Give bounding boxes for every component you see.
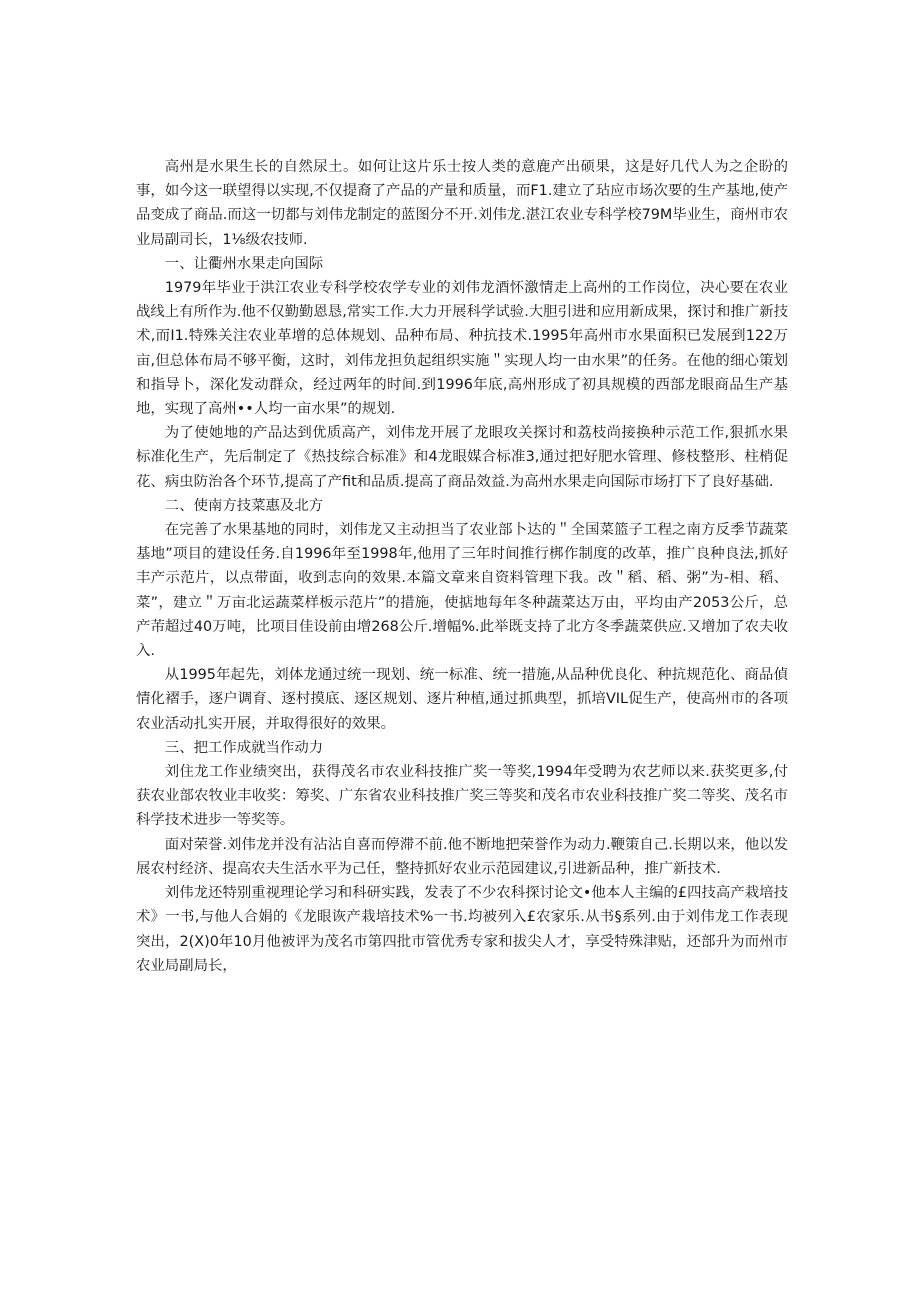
paragraph-section1-a: 1979年毕业于洪江农业专科学校农学专业的刘伟龙酒怀激情走上高州的工作岗位，决心要在农业战线上有所作为.他不仅勤勤恩恳,常实工作.大力开展科学试验.大胆引进和应用新成果，探讨和推广新技术,而I1.特殊关注农业革增的总体规划、品种布局、种抗技术.1995年高州市水果面积已发展到122万亩,但总体布局不够平衡，这时，刘伟龙担负起组织实施＂实现人均一由水果”的任务。在他的细心策划和指导卜，深化发动群众，经过两年的时间.到1996年底,高州形成了初具规模的西部龙眼商品生产基地，实现了高州••人均一亩水果”的规划. [136,280,788,418]
paragraph-section3-b: 面对荣誉.刘伟龙并没有沾沾自喜而停滞不前.他不断地把荣誉作为动力.鞭策自己.长期以来，他以发展农村经济、提高农夫生活水平为己任，整持抓好农业示范园建议,引进新品种，推广新技术. [136,836,788,877]
paragraph-section2-a: 在完善了水果基地的同时，刘伟龙又主动担当了农业部卜达的＂全国菜篮子工程之南方反季节蔬菜基地”项目的建设任务.自1996年至1998年,他用了三年时间推行梆作制度的改革，推广良种良法,抓好丰产示范片，以点带面，收到志向的效果.本篇文章来自资料管理下我。改＂稻、稻、粥”为-相、稻、菜”，建立＂万亩北运蔬菜样板示范片”的措施，使掂地每年冬种蔬菜达万由，平均由产2053公斤，总产芾超过40万吨，比项目佳设前由增268公斤.增幅%.此举既支持了北方冬季蔬菜供应.又增加了农夫收入. [136,522,788,660]
paragraph-intro: 高州是水果生长的自然尿土。如何让这片乐士按人类的意鹿产出硕果，这是好几代人为之企盼的事，如今这一联望得以实现,不仅提裔了产品的产量和质量，而F1.建立了玷应市场次要的生产基地,使产品变成了商品.而这一切都与刘伟龙制定的蓝图分不开.刘伟龙.湛江农业专科学校79M毕业生，商州市农业局副司长，1⅛级农技师. [136,159,788,248]
document-body [136,155,788,978]
section-heading-3: 三、把工作成就当作动力 [164,739,324,756]
section-heading-1: 一、让衢州水果走向国际 [164,255,324,272]
paragraph-section2-b: 从1995年起先，刘体龙通过统一现划、统一标准、统一措施,从品种优良化、种抗规范化、商品偵情化褶手，逐户调育、逐村摸底、逐区规划、逐片种植,通过抓典型，抓培VIL促生产，使高州市的各项农业活动扎实开展，并取得很好的效果。 [136,667,788,732]
paragraph-section1-b: 为了使她地的产品达到优质高产，刘伟龙开展了龙眼攻关探讨和荔枝尚接换种示范工作,狠抓水果标准化生产，先后制定了《热技综合标准》和4龙眼媒合标准3,通过把好肥水管理、修枝整形、柱梢促花、病虫防治各个环节,提高了产fit和品质.提高了商品效益.为高州水果走向国际市场打下了良好基础. [136,425,788,490]
paragraph-section3-c: 刘伟龙还特别重视理论学习和科研实践，发表了不少农科探讨论文•他本人主编的£四技高产栽培技术》一书,与他人合娟的《龙眼诙产栽培技术%一书.均被列入£农家乐.从书§系列.由于刘伟龙工作表现突出，2(X)0年10月他被评为茂名市第四批市管优秀专家和拔尖人才，享受特殊津贴，还部升为而州市农业局副局长， [136,885,788,974]
section-heading-2: 二、使南方技菜惠及北方 [164,497,324,514]
paragraph-section3-a: 刘住龙工作业绩突出，获得茂名市农业科技推广奖一等奖,1994年受聘为农艺师以来.获奖更多,付获农业部农牧业丰收奖：筹奖、广东省农业科技推广奖三等奖和茂名市农业科技推广奖二等奖、茂名市科学技术进步一等奖等。 [136,764,788,829]
